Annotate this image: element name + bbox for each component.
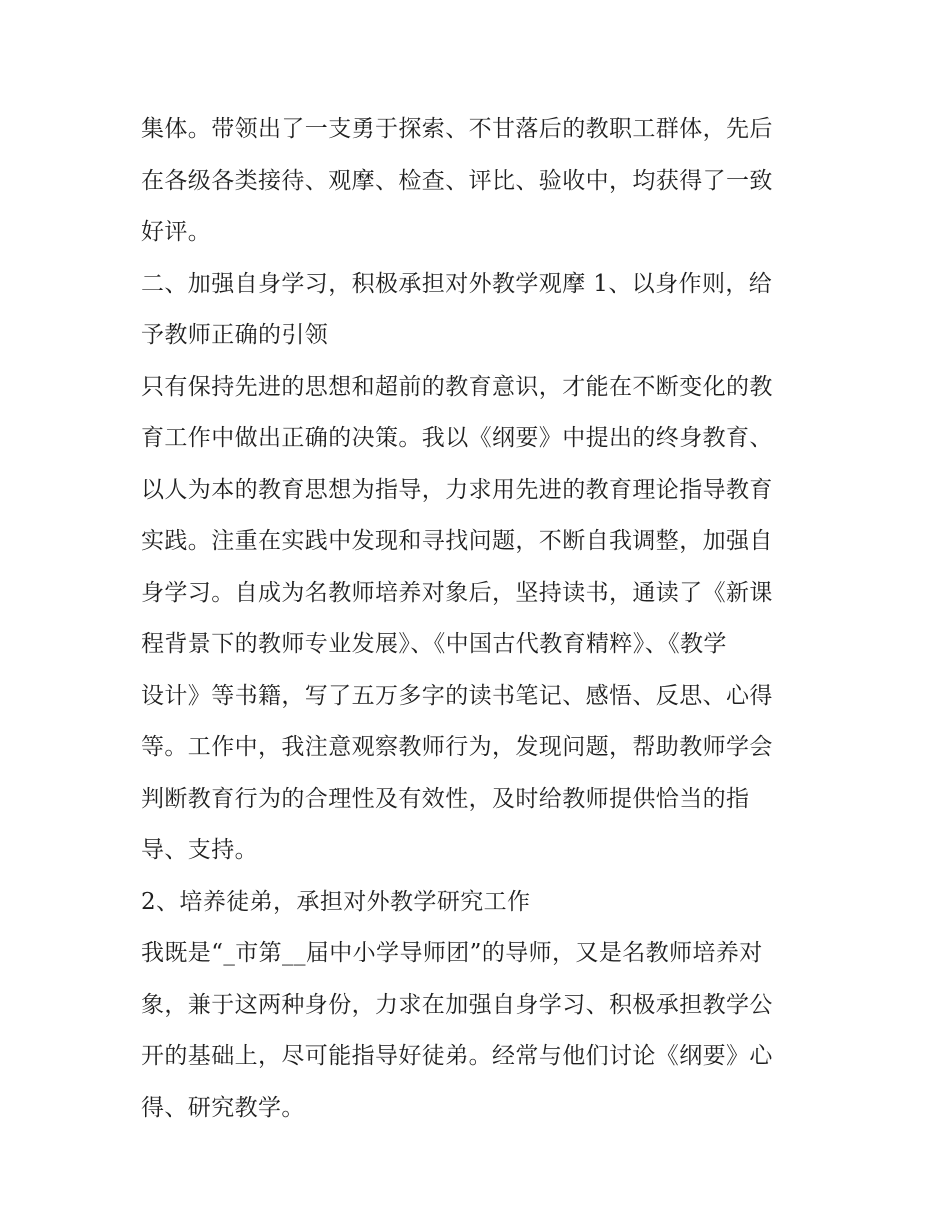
text-line: 程背景下的教师专业发展》、《中国古代教育精粹》、《教学 xyxy=(141,631,727,657)
section-heading-line: 2、培养徒弟，承担对外教学研究工作 xyxy=(141,888,531,915)
text-line: 开的基础上，尽可能指导好徒弟。经常与他们讨论《纲要》心 xyxy=(141,1043,773,1069)
text-line: 以人为本的教育思想为指导，力求用先进的教育理论指导教育 xyxy=(141,476,773,503)
text-line: 只有保持先进的思想和超前的教育意识，才能在不断变化的教 xyxy=(141,373,773,400)
text-line: 好评。 xyxy=(141,219,212,245)
text-line: 育工作中做出正确的决策。我以《纲要》中提出的终身教育、 xyxy=(141,425,773,451)
text-line: 实践。注重在实践中发现和寻找问题，不断自我调整，加强自 xyxy=(141,528,773,554)
text-line: 集体。带领出了一支勇于探索、不甘落后的教职工群体，先后 xyxy=(141,116,773,142)
text-line: 象，兼于这两种身份，力求在加强自身学习、积极承担教学公 xyxy=(141,991,773,1018)
text-line: 得、研究教学。 xyxy=(141,1094,305,1121)
text-line: 我既是“_市第__届中小学导师团”的导师，又是名教师培养对 xyxy=(141,940,763,966)
document-body xyxy=(141,104,821,1134)
text-line: 在各级各类接待、观摩、检查、评比、验收中，均获得了一致 xyxy=(141,167,773,194)
text-line: 判断教育行为的合理性及有效性，及时给教师提供恰当的指 xyxy=(141,785,750,812)
text-line: 设计》等书籍，写了五万多字的读书笔记、感悟、反思、心得 xyxy=(141,682,773,709)
section-heading-line: 予教师正确的引领 xyxy=(141,322,329,348)
text-line: 等。工作中，我注意观察教师行为，发现问题，帮助教师学会 xyxy=(141,734,773,760)
text-line: 导、支持。 xyxy=(141,837,258,863)
text-line: 身学习。自成为名教师培养对象后，坚持读书，通读了《新课 xyxy=(141,579,773,606)
section-heading-line: 二、加强自身学习，积极承担对外教学观摩 1、以身作则，给 xyxy=(141,270,773,297)
